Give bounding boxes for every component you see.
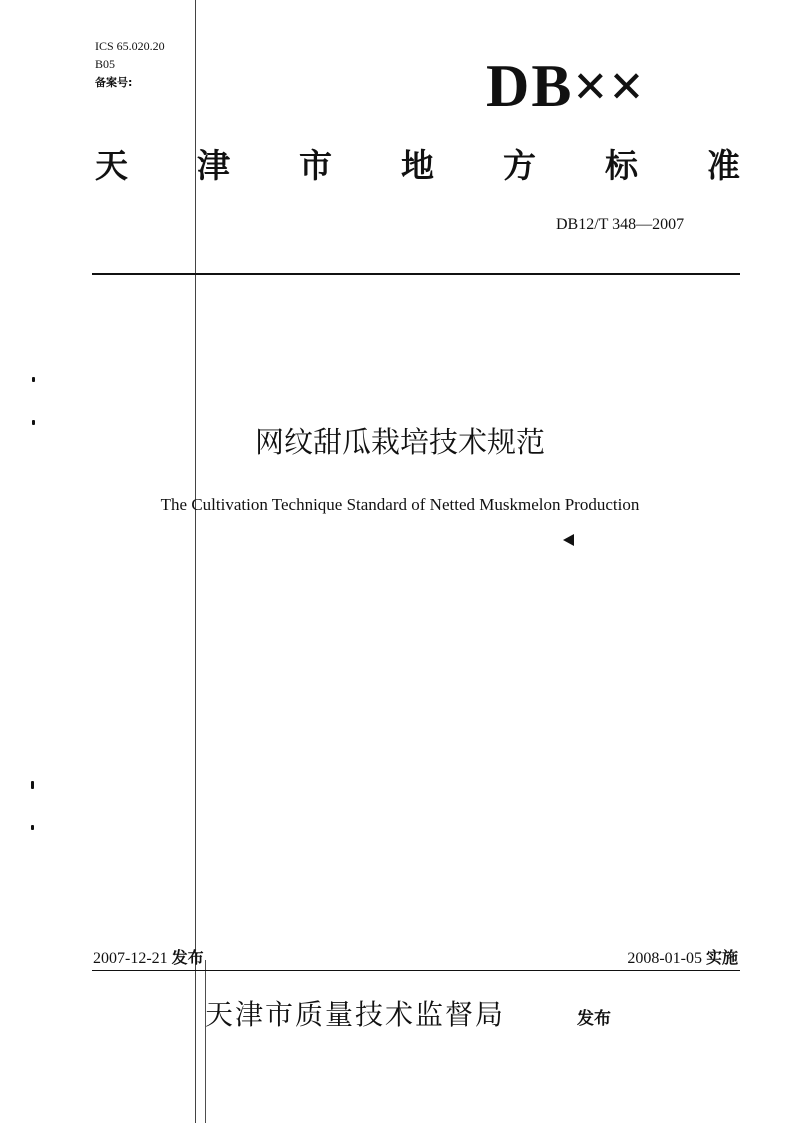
divider xyxy=(92,273,740,275)
scan-spot xyxy=(31,825,34,830)
issuing-label: 发布 xyxy=(577,1009,611,1029)
title-char: 市 xyxy=(299,146,332,185)
record-number-label: 备案号: xyxy=(95,76,133,89)
divider xyxy=(92,970,740,971)
binding-line xyxy=(205,960,206,1123)
title-char: 天 xyxy=(95,146,128,185)
standard-type-title xyxy=(95,144,740,188)
arrow-marker-icon xyxy=(563,534,574,546)
issue-label: 发布 xyxy=(171,948,204,967)
title-char: 准 xyxy=(707,146,740,185)
db-mark: DB×× xyxy=(486,53,646,119)
classification-code: B05 xyxy=(95,57,116,71)
standard-number: DB12/T 348—2007 xyxy=(556,216,685,233)
ics-code: ICS 65.020.20 xyxy=(95,39,165,53)
issue-date: 2007-12-21 xyxy=(93,950,168,967)
scan-spot xyxy=(31,781,34,789)
document-title-en: The Cultivation Technique Standard of Netted Muskmelon Production xyxy=(160,495,640,514)
scan-spot xyxy=(32,377,35,382)
implement-label: 实施 xyxy=(705,948,738,967)
implement-date-line xyxy=(627,948,738,969)
title-char: 津 xyxy=(197,146,230,185)
issue-date-line xyxy=(93,948,204,969)
implement-date: 2008-01-05 xyxy=(627,950,702,967)
issuing-authority: 天津市质量技术监督局 xyxy=(205,998,506,1031)
document-title-cn: 网纹甜瓜栽培技术规范 xyxy=(254,425,545,459)
title-char: 标 xyxy=(605,146,638,185)
title-char: 方 xyxy=(503,146,536,185)
title-char: 地 xyxy=(401,146,434,185)
